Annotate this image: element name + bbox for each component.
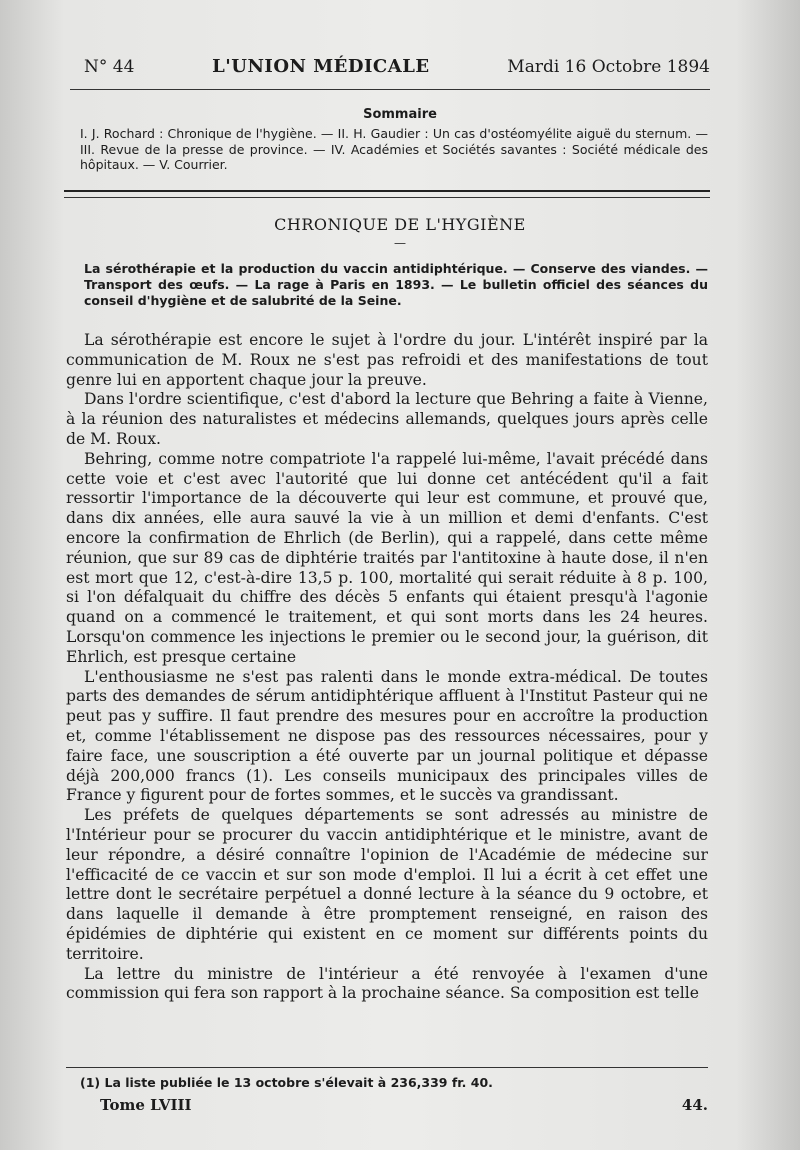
title-dash: — bbox=[394, 236, 406, 250]
footnote: (1) La liste publiée le 13 octobre s'élevait à 236,339 fr. 40. bbox=[80, 1075, 493, 1090]
paragraph: Dans l'ordre scientifique, c'est d'abord la lecture que Behring a faite à Vienne, à la réunion des naturalistes et médecins allemands, quelques jours après celle de M. Roux. bbox=[66, 390, 708, 448]
page-footer bbox=[100, 1096, 708, 1114]
sommaire-body: I. J. Rochard : Chronique de l'hygiène. — II. H. Gaudier : Un cas d'ostéomyélite aiguë du sternum. — III. Revue de la presse de province. — IV. Académies et Sociétés savantes : Société médicale des hôpitaux. — V. Courrier. bbox=[80, 126, 708, 172]
journal-title: L'UNION MÉDICALE bbox=[212, 56, 430, 77]
section-subtitle: La sérothérapie et la production du vaccin antidiphtérique. — Conserve des viandes. — Transport des œufs. — La rage à Paris en 1893. — Le bulletin officiel des séances du conseil d'hygiène et de salubrité de la Seine. bbox=[84, 261, 708, 308]
paragraph: Les préfets de quelques départements se sont adressés au ministre de l'Intérieur pour se procurer du vaccin antidiphtérique et le ministre, avant de leur répondre, a désiré connaître l'opinion de l'Académie de médecine sur l'efficacité de ce vaccin et sur son mode d'emploi. Il lui a écrit à cet effet une lettre dont le secrétaire perpétuel a donné lecture à la séance du 9 octobre, et dans laquelle il demande à être promptement renseigné, en raison des épidémies de diphtérie qui existent en ce moment sur différents points du territoire. bbox=[66, 806, 708, 963]
paragraph: La sérothérapie est encore le sujet à l'ordre du jour. L'intérêt inspiré par la communication de M. Roux ne s'est pas refroidi et des manifestations de tout genre lui en apportent chaque jour la preuve. bbox=[66, 331, 708, 389]
volume-label: Tome LVIII bbox=[100, 1096, 192, 1114]
paragraph: La lettre du ministre de l'intérieur a été renvoyée à l'examen d'une commission qui fera son rapport à la prochaine séance. Sa composition est telle bbox=[66, 964, 708, 1003]
page-header bbox=[84, 56, 710, 86]
paragraph: Behring, comme notre compatriote l'a rappelé lui-même, l'avait précédé dans cette voie et c'est avec l'autorité que lui donne cet antécédent qu'il a fait ressortir l'importance de la découverte qui leur est commune, et prouvé que, dans dix années, elle aura sauvé la vie à un million et demi d'enfants. C'est encore la confirmation de Ehrlich (de Berlin), qui a rappelé, dans cette même réunion, que sur 89 cas de diphtérie traités par l'antitoxine à haute dose, il n'en est mort que 12, c'est-à-dire 13,5 p. 100, mortalité qui serait réduite à 8 p. 100, si l'on défalquait du chiffre des décès 5 enfants qui étaient presqu'à l'agonie quand on a commencé le traitement, et qui sont morts dans les 24 heures. Lorsqu'on commence les injections le premier ou le second jour, la guérison, dit Ehrlich, est presque certaine bbox=[66, 449, 708, 666]
header-rule bbox=[70, 89, 710, 90]
section-divider bbox=[64, 190, 710, 198]
issue-date: Mardi 16 Octobre 1894 bbox=[507, 57, 710, 77]
sommaire-title: Sommaire bbox=[363, 107, 437, 122]
paragraph: L'enthousiasme ne s'est pas ralenti dans le monde extra-médical. De toutes parts des demandes de sérum antidiphtérique affluent à l'Institut Pasteur qui ne peut pas y suffire. Il faut prendre des mesures pour en accroître la production et, comme l'établissement ne dispose pas des ressources nécessaires, pour y faire face, une souscription a été ouverte par un journal politique et dépasse déjà 200,000 francs (1). Les conseils municipaux des principales villes de France y figurent pour de fortes sommes, et le succès va grandissant. bbox=[66, 667, 708, 805]
article-body bbox=[66, 331, 708, 1004]
section-title: CHRONIQUE DE L'HYGIÈNE bbox=[274, 215, 526, 234]
footnote-rule bbox=[66, 1067, 708, 1068]
sheet-number: 44. bbox=[681, 1096, 708, 1114]
issue-number: N° 44 bbox=[84, 57, 135, 77]
